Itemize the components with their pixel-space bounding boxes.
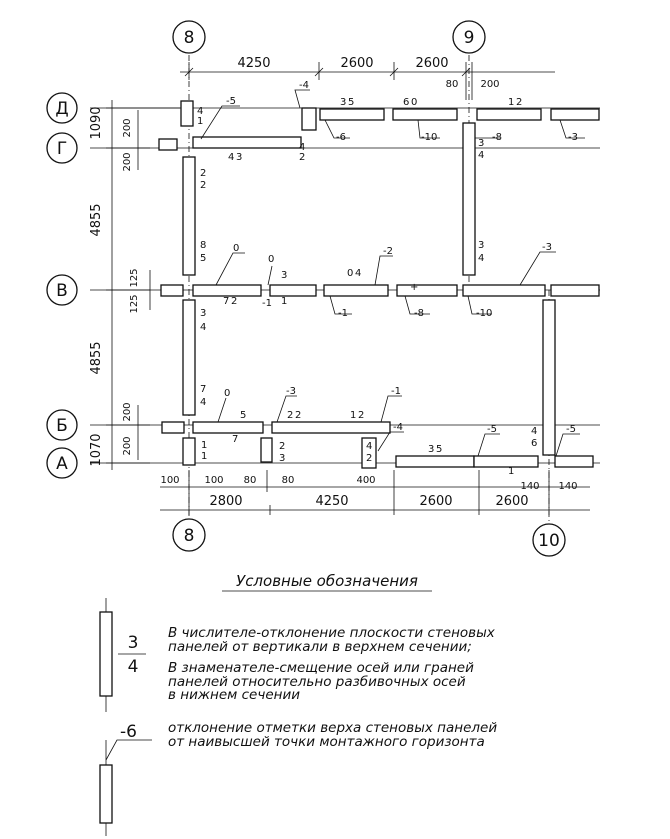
legend <box>100 572 497 836</box>
legend-text: панелей от вертикали в верхнем сечении; <box>168 639 472 655</box>
dim-label: 200 <box>122 402 133 422</box>
dim-label: 200 <box>122 152 133 172</box>
value-mark: -4 <box>299 80 309 91</box>
value-mark: -4 <box>393 422 403 433</box>
value-mark: 0 <box>233 243 240 254</box>
frac-den: 3 <box>279 453 286 464</box>
value-mark: -3 <box>568 132 578 143</box>
frac-num: 8 <box>200 240 207 251</box>
dim-label: 2600 <box>419 494 453 509</box>
frac-num: 1 <box>508 97 515 108</box>
frac-num: 4 <box>366 441 373 452</box>
dim-label: 2600 <box>415 56 449 71</box>
frac-den: 2 <box>295 410 302 421</box>
frac-num: 7 <box>223 296 230 307</box>
dim-label: 200 <box>480 79 500 90</box>
top-dimension-chain <box>180 56 555 100</box>
frac-den: 2 <box>358 410 365 421</box>
value-mark: -3 <box>286 386 296 397</box>
value-mark: 1 <box>508 466 515 477</box>
value-mark: -10 <box>421 132 438 143</box>
value-mark: -5 <box>226 96 236 107</box>
frac-num: 7 <box>200 384 207 395</box>
value-mark: -8 <box>492 132 502 143</box>
legend-value: -6 <box>120 722 137 742</box>
frac-den: 0 <box>411 97 418 108</box>
frac-num: 7 <box>232 434 239 445</box>
frac-den: 4 <box>478 253 485 264</box>
frac-den: 4 <box>200 322 207 333</box>
axis-col-8-top <box>173 21 205 53</box>
axis-col-9-top <box>453 21 485 53</box>
frac-den: 1 <box>201 451 208 462</box>
frac-num: 4 <box>197 106 204 117</box>
axis-label: 9 <box>463 28 475 48</box>
dim-label: 400 <box>356 475 376 486</box>
value-mark: -8 <box>414 308 424 319</box>
legend-title: Условные обозначения <box>236 572 418 590</box>
frac-num: 4 <box>531 426 538 437</box>
bottom-dimension-chain <box>160 470 590 515</box>
dim-label: 125 <box>129 268 140 288</box>
axis-label: Д <box>55 99 69 119</box>
value-mark: 0 <box>224 388 231 399</box>
dim-label: 4855 <box>89 203 104 237</box>
frac-den: 3 <box>236 152 243 163</box>
axis-col-8-bottom <box>173 519 205 551</box>
dim-label: 100 <box>204 475 224 486</box>
axis-col-10-bottom <box>533 524 565 556</box>
dim-label: 200 <box>122 436 133 456</box>
value-mark: + <box>410 282 419 293</box>
frac-den: 1 <box>281 296 288 307</box>
dim-label: 140 <box>558 481 578 492</box>
frac-den: 4 <box>478 150 485 161</box>
value-mark: -2 <box>383 246 393 257</box>
frac-num: 3 <box>428 444 435 455</box>
dim-label: 4250 <box>237 56 271 71</box>
dim-label: 2800 <box>209 494 243 509</box>
frac-den: 5 <box>240 410 247 421</box>
frac-den: 2 <box>516 97 523 108</box>
frac-num: 4 <box>228 152 235 163</box>
dim-label: 4855 <box>89 341 104 375</box>
dim-label: 200 <box>122 118 133 138</box>
legend-numerator: 3 <box>127 633 139 653</box>
frac-num: 3 <box>478 138 485 149</box>
value-mark: 0 <box>268 254 275 265</box>
axis-label: В <box>56 281 68 301</box>
frac-num: 2 <box>279 441 286 452</box>
dim-label: 140 <box>520 481 540 492</box>
dim-label: 80 <box>281 475 295 486</box>
frac-den: 5 <box>348 97 355 108</box>
dim-label: 2600 <box>495 494 529 509</box>
legend-text: в нижнем сечении <box>168 687 301 703</box>
dim-label: 4250 <box>315 494 349 509</box>
frac-den: 2 <box>299 152 306 163</box>
value-mark: -1 <box>391 386 401 397</box>
axis-label: А <box>56 454 68 474</box>
frac-den: 2 <box>200 180 207 191</box>
value-mark: -1 <box>262 298 272 309</box>
frac-den: 4 <box>200 397 207 408</box>
wall-panels <box>159 101 599 468</box>
value-mark: -10 <box>476 308 493 319</box>
frac-num: 0 <box>347 268 354 279</box>
dim-label: 125 <box>129 294 140 314</box>
dim-label: 1090 <box>89 106 104 140</box>
frac-num: 3 <box>478 240 485 251</box>
frac-num: 3 <box>281 270 288 281</box>
frac-num: 6 <box>403 97 410 108</box>
frac-den: 2 <box>366 453 373 464</box>
legend-text: от наивысшей точки монтажного горизонта <box>168 734 485 750</box>
axis-row-markers <box>47 93 77 478</box>
axis-label: 8 <box>183 526 195 546</box>
frac-num: 4 <box>299 142 306 153</box>
frac-num: 1 <box>201 440 208 451</box>
frac-num: 3 <box>340 97 347 108</box>
frac-den: 4 <box>355 268 362 279</box>
fraction-marks <box>197 97 537 464</box>
dim-label: 2600 <box>340 56 374 71</box>
axis-label: 8 <box>183 28 195 48</box>
axis-label: Г <box>56 139 68 159</box>
dim-label: 80 <box>445 79 459 90</box>
frac-num: 2 <box>287 410 294 421</box>
dim-label: 80 <box>243 475 257 486</box>
legend-text: панелей относительно разбивочных осей <box>168 674 466 690</box>
frac-num: 2 <box>200 168 207 179</box>
frac-den: 1 <box>197 116 204 127</box>
frac-num: 3 <box>200 308 207 319</box>
value-mark: -6 <box>336 132 346 143</box>
frac-num: 1 <box>350 410 357 421</box>
dim-label: 1070 <box>89 433 104 467</box>
value-mark: -1 <box>338 308 348 319</box>
legend-denominator: 4 <box>127 657 139 677</box>
legend-text: В знаменателе-смещение осей или граней <box>168 660 474 676</box>
legend-text: В числителе-отклонение плоскости стеновых <box>168 625 495 641</box>
legend-text: отклонение отметки верха стеновых панелей <box>168 720 498 736</box>
frac-den: 5 <box>200 253 207 264</box>
dim-label: 100 <box>160 475 180 486</box>
frac-den: 5 <box>436 444 443 455</box>
frac-den: 6 <box>531 438 538 449</box>
value-mark: -5 <box>566 424 576 435</box>
frac-den: 2 <box>231 296 238 307</box>
axis-label: 10 <box>538 531 560 551</box>
value-mark: -3 <box>542 242 552 253</box>
value-mark: -5 <box>487 424 497 435</box>
axis-label: Б <box>56 416 68 436</box>
